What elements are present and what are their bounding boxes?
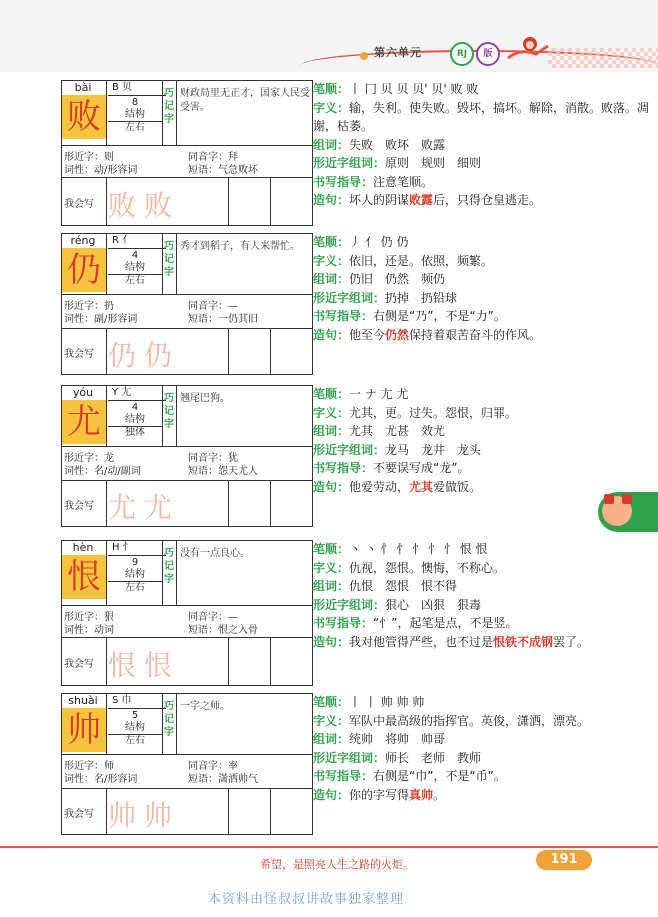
- unit-header: [300, 40, 658, 70]
- stroke-order: 丶 丶 忄 忄 忄 忄 忄 恨 恨: [349, 542, 488, 556]
- label-qiao: 巧: [164, 88, 174, 99]
- similar-row: [62, 605, 312, 638]
- writing-guide-label: 书写指导：: [313, 174, 374, 189]
- meaning-label: 字义：: [313, 713, 350, 728]
- meaning-line: [313, 404, 653, 423]
- structure-type: 左右: [108, 121, 162, 134]
- big-character: 恨: [62, 555, 107, 599]
- checker-pattern: [548, 48, 658, 68]
- meaning-line: [313, 99, 653, 136]
- meaning: 仇视，怨恨。懊悔，不称心。: [349, 560, 506, 575]
- big-character: 败: [62, 95, 107, 139]
- similar-words: 扔掉 扔铅球: [385, 290, 458, 305]
- write-row: [62, 328, 312, 375]
- writing-guide: 不要误写成“龙”。: [373, 461, 470, 475]
- sentence-end: 后，只得仓皇逃走。: [433, 193, 542, 207]
- sentence-line: [313, 633, 653, 652]
- write-cell-line: [270, 638, 271, 686]
- write-label: 我会写: [64, 809, 94, 820]
- character-info: [313, 233, 653, 344]
- label-ji: 记: [164, 561, 174, 572]
- stroke-structure: [108, 97, 162, 134]
- pinyin: bài: [61, 81, 105, 96]
- stroke-structure: [108, 710, 162, 747]
- memory-tip: 没有一点良心。: [180, 548, 250, 559]
- write-row: [62, 637, 312, 686]
- meaning-line: [313, 559, 653, 578]
- stroke-order-line: [313, 540, 653, 559]
- sentence-highlight: 仍然: [385, 327, 410, 342]
- word-line: [313, 136, 653, 155]
- meaning-label: 字义：: [313, 100, 350, 115]
- word-line: [313, 270, 653, 289]
- write-cell-line: [270, 789, 271, 835]
- writing-guide-line: [313, 459, 653, 478]
- phrase: 短语：气急败坏: [188, 165, 258, 176]
- sentence-end: 罢了。: [553, 634, 590, 649]
- part-of-speech: 词性：名/形容词: [64, 774, 138, 785]
- radical: S 巾: [108, 694, 166, 709]
- flying-mascot-icon: [506, 34, 550, 66]
- trace-characters: 败败: [108, 189, 181, 222]
- stroke-order-line: [313, 80, 653, 99]
- memory-tip-label: [163, 694, 175, 739]
- word-label: 组词：: [313, 272, 350, 286]
- memory-tip-label: [163, 234, 175, 279]
- homophone: 同音字：拜: [188, 152, 238, 163]
- character-info: [313, 693, 653, 804]
- memory-tip-label: [163, 81, 175, 126]
- write-row: [62, 177, 312, 226]
- label-ji: 记: [164, 406, 174, 417]
- writing-guide-label: 书写指导：: [313, 309, 374, 323]
- memory-tip: 翘尾巴狗。: [180, 393, 230, 404]
- similar-row: [62, 145, 312, 178]
- sentence-line: [313, 191, 653, 210]
- label-zi: 字: [164, 114, 174, 125]
- edition-badge: 版: [476, 42, 500, 66]
- similar-row: [62, 446, 312, 481]
- write-cell-line: [228, 789, 229, 835]
- words: 失败 败坏 败露: [349, 137, 446, 152]
- structure-type: 左右: [108, 734, 162, 747]
- phrase: 短语：恨之入骨: [188, 625, 258, 636]
- sentence-end: 爱做饭。: [433, 479, 482, 494]
- label-zi: 字: [164, 574, 174, 585]
- stroke-order-line: [313, 693, 653, 712]
- part-of-speech: 词性：名/动/副词: [64, 466, 141, 477]
- label-ji: 记: [164, 714, 174, 725]
- part-of-speech: 词性：动/形容词: [64, 165, 138, 176]
- write-row: [62, 480, 312, 527]
- stroke-count: 5: [131, 710, 139, 721]
- card-divider: [176, 386, 177, 446]
- stroke-count: 4: [131, 402, 139, 413]
- memory-tip: 财政局里无正才，国家人民受受害。: [180, 88, 310, 113]
- card-divider: [176, 541, 177, 605]
- memory-tip-label: [163, 541, 175, 586]
- stroke-count: 9: [131, 557, 139, 568]
- label-qiao: 巧: [164, 241, 174, 252]
- write-cell-line: [270, 329, 271, 375]
- phrase: 短语：潇洒帅气: [188, 774, 258, 785]
- sentence-start: 他爱劳动，: [349, 479, 410, 494]
- sentence-line: [313, 786, 653, 805]
- card-divider: [176, 694, 177, 754]
- writing-guide: “忄”，起笔是点，不是竖。: [373, 616, 518, 630]
- phrase: 短语：怨天尤人: [188, 466, 258, 477]
- meaning-line: [313, 252, 653, 271]
- similar-word-label: 形近字组词：: [313, 156, 386, 170]
- label-ji: 记: [164, 101, 174, 112]
- stroke-order-line: [313, 385, 653, 404]
- writing-guide: 右侧是“乃”，不是“力”。: [373, 309, 506, 323]
- footer-line: [0, 846, 658, 848]
- trace-characters: 帅帅: [108, 799, 181, 832]
- similar-words: 龙马 龙井 龙头: [385, 442, 482, 457]
- trace-characters: 恨恨: [108, 649, 181, 682]
- writing-guide-line: [313, 767, 653, 786]
- write-cell-line: [228, 329, 229, 375]
- memory-tip-label: [163, 386, 175, 431]
- stroke-order-label: 笔顺：: [313, 235, 350, 249]
- pinyin: shuài: [61, 694, 105, 709]
- writing-guide: 右侧是“巾”，不是“币”。: [373, 769, 506, 783]
- sentence-start: 你的字写得: [349, 787, 410, 802]
- sentence-label: 造句：: [313, 479, 350, 494]
- label-zi: 字: [164, 727, 174, 738]
- similar-word-label: 形近字组词：: [313, 597, 386, 612]
- similar-word-label: 形近字组词：: [313, 750, 386, 765]
- label-qiao: 巧: [164, 548, 174, 559]
- words: 尤其 尤甚 效尤: [349, 424, 446, 438]
- stroke-order-label: 笔顺：: [313, 387, 350, 401]
- character-card: [61, 233, 313, 375]
- character-info: [313, 385, 653, 496]
- memory-tip: 一字之师。: [180, 701, 230, 712]
- structure-type: 左右: [108, 581, 162, 594]
- homophone: 同音字：—: [188, 301, 238, 312]
- similar-char: 形近字：师: [64, 761, 114, 772]
- similar-word-line: [313, 749, 653, 768]
- card-divider: [176, 81, 177, 145]
- trace-characters: 尤尤: [108, 491, 181, 524]
- meaning-label: 字义：: [313, 405, 350, 420]
- character-info: [313, 540, 653, 651]
- header-dot: [360, 52, 368, 60]
- sentence-label: 造句：: [313, 787, 350, 802]
- trace-characters: 仍仍: [108, 339, 181, 372]
- edition-badge-rj: RJ: [450, 42, 474, 66]
- meaning: 军队中最高级的指挥官。英俊，潇洒，漂亮。: [349, 713, 590, 728]
- write-cell-line: [106, 481, 107, 527]
- sentence-line: [313, 326, 653, 345]
- similar-char: 形近字：龙: [64, 453, 114, 464]
- label-ji: 记: [164, 254, 174, 265]
- watermark: 本资料由怪叔叔讲故事独家整理: [208, 892, 405, 907]
- structure-type: 左右: [108, 274, 162, 287]
- words: 仍旧 仍然 频仍: [349, 272, 446, 286]
- sentence-start: 他至今: [349, 327, 386, 342]
- meaning-label: 字义：: [313, 253, 350, 268]
- write-label: 我会写: [64, 659, 94, 670]
- write-label: 我会写: [64, 349, 94, 360]
- word-line: [313, 730, 653, 749]
- writing-guide-label: 书写指导：: [313, 616, 374, 630]
- pinyin: yóu: [61, 386, 105, 401]
- write-label: 我会写: [64, 199, 94, 210]
- words: 统帅 将帅 帅哥: [349, 732, 446, 746]
- structure-label: 结构: [125, 569, 145, 580]
- write-cell-line: [228, 178, 229, 226]
- character-card: [61, 540, 313, 686]
- writing-guide-label: 书写指导：: [313, 769, 374, 783]
- unit-label: 第六单元: [374, 46, 422, 59]
- big-character: 帅: [62, 708, 107, 752]
- writing-guide-line: [313, 307, 653, 326]
- writing-guide-line: [313, 614, 653, 633]
- radical: Y 尢: [108, 386, 166, 401]
- similar-word-label: 形近字组词：: [313, 442, 386, 457]
- character-info: [313, 80, 653, 210]
- phrase: 短语：一仍其旧: [188, 314, 258, 325]
- stroke-order-label: 笔顺：: [313, 82, 350, 96]
- write-cell-line: [228, 638, 229, 686]
- similar-word-line: [313, 441, 653, 460]
- label-zi: 字: [164, 419, 174, 430]
- stroke-order-label: 笔顺：: [313, 695, 350, 709]
- character-card: [61, 80, 313, 226]
- sentence-highlight: 恨铁不成钢: [493, 634, 554, 649]
- stroke-structure: [108, 557, 162, 594]
- stroke-structure: [108, 250, 162, 287]
- similar-word-line: [313, 154, 653, 173]
- sentence-end: 。: [433, 787, 446, 802]
- footer-motto: 希望，是照亮人生之路的火炬。: [260, 858, 414, 871]
- word-label: 组词：: [313, 137, 350, 152]
- sentence-label: 造句：: [313, 327, 350, 342]
- big-character: 尤: [62, 400, 107, 444]
- similar-words: 狠心 凶狠 狠毒: [385, 597, 482, 612]
- similar-char: 形近字：则: [64, 152, 114, 163]
- character-card: [61, 385, 313, 527]
- meaning: 依旧，还是。依照，频繁。: [349, 253, 494, 268]
- similar-char: 形近字：狠: [64, 612, 114, 623]
- stroke-count: 8: [131, 97, 139, 108]
- similar-word-label: 形近字组词：: [313, 290, 386, 305]
- writing-guide-line: [313, 173, 653, 192]
- stroke-structure: [108, 402, 162, 439]
- sentence-line: [313, 478, 653, 497]
- structure-type: 独体: [108, 426, 162, 439]
- homophone: 同音字：—: [188, 612, 238, 623]
- similar-words: 师长 老师 教师: [385, 750, 482, 765]
- page-number: 191: [536, 850, 592, 870]
- label-qiao: 巧: [164, 393, 174, 404]
- sentence-end: 保持着艰苦奋斗的作风。: [409, 327, 542, 342]
- radical: H 忄: [108, 541, 166, 556]
- sentence-label: 造句：: [313, 193, 350, 207]
- sentence-start: 坏人的阴谋: [349, 193, 410, 207]
- label-qiao: 巧: [164, 701, 174, 712]
- sentence-start: 我对他管得严些，也不过是: [349, 634, 494, 649]
- word-line: [313, 422, 653, 441]
- label-zi: 字: [164, 267, 174, 278]
- similar-row: [62, 754, 312, 789]
- side-tab: [598, 492, 658, 532]
- mascot-ear-icon: [604, 494, 614, 504]
- stroke-order: 丨 冂 贝 贝 贝' 贝' 败 败: [349, 82, 479, 96]
- meaning: 输，失利。使失败。毁坏，搞坏。解除，消散。败落。凋谢，枯萎。: [313, 100, 650, 133]
- part-of-speech: 词性：副/形容词: [64, 314, 138, 325]
- write-cell-line: [106, 178, 107, 226]
- stroke-order: 一 ナ 尢 尤: [349, 387, 409, 401]
- write-cell-line: [270, 178, 271, 226]
- stroke-order-line: [313, 233, 653, 252]
- words: 仇恨 怨恨 恨不得: [349, 579, 458, 593]
- meaning-line: [313, 712, 653, 731]
- sentence-highlight: 真帅: [409, 787, 434, 802]
- similar-word-line: [313, 289, 653, 308]
- radical: B 贝: [108, 81, 166, 96]
- card-divider: [176, 234, 177, 294]
- write-cell-line: [106, 329, 107, 375]
- write-cell-line: [228, 481, 229, 527]
- sentence-label: 造句：: [313, 634, 350, 649]
- writing-guide: 注意笔顺。: [373, 174, 434, 189]
- write-cell-line: [106, 789, 107, 835]
- similar-char: 形近字：扔: [64, 301, 114, 312]
- pinyin: hèn: [61, 541, 105, 556]
- word-label: 组词：: [313, 424, 350, 438]
- memory-tip: 秀才到稻子，有人来帮忙。: [180, 241, 300, 252]
- write-label: 我会写: [64, 501, 94, 512]
- pinyin: réng: [61, 234, 105, 249]
- stroke-order-label: 笔顺：: [313, 542, 350, 556]
- similar-words: 原则 规则 细则: [385, 156, 482, 170]
- part-of-speech: 词性：动词: [64, 625, 114, 636]
- homophone: 同音字：犹: [188, 453, 238, 464]
- similar-row: [62, 294, 312, 329]
- write-cell-line: [106, 638, 107, 686]
- stroke-order: 丨 丨 帅 帅 帅: [349, 695, 425, 709]
- mascot-ear-icon: [622, 494, 632, 504]
- structure-label: 结构: [125, 722, 145, 733]
- write-row: [62, 788, 312, 835]
- meaning-label: 字义：: [313, 560, 350, 575]
- word-label: 组词：: [313, 732, 350, 746]
- homophone: 同音字：率: [188, 761, 238, 772]
- sentence-highlight: 尤其: [409, 479, 434, 494]
- meaning: 尤其，更。过失。怨恨，归罪。: [349, 405, 518, 420]
- structure-label: 结构: [125, 262, 145, 273]
- character-card: [61, 693, 313, 835]
- stroke-order: 丿 亻 仍 仍: [349, 235, 409, 249]
- sentence-highlight: 败露: [409, 193, 434, 207]
- word-line: [313, 577, 653, 596]
- structure-label: 结构: [125, 109, 145, 120]
- structure-label: 结构: [125, 414, 145, 425]
- radical: R 亻: [108, 234, 166, 249]
- writing-guide-label: 书写指导：: [313, 461, 374, 475]
- big-character: 仍: [62, 248, 107, 292]
- stroke-count: 4: [131, 250, 139, 261]
- word-label: 组词：: [313, 579, 350, 593]
- similar-word-line: [313, 596, 653, 615]
- write-cell-line: [270, 481, 271, 527]
